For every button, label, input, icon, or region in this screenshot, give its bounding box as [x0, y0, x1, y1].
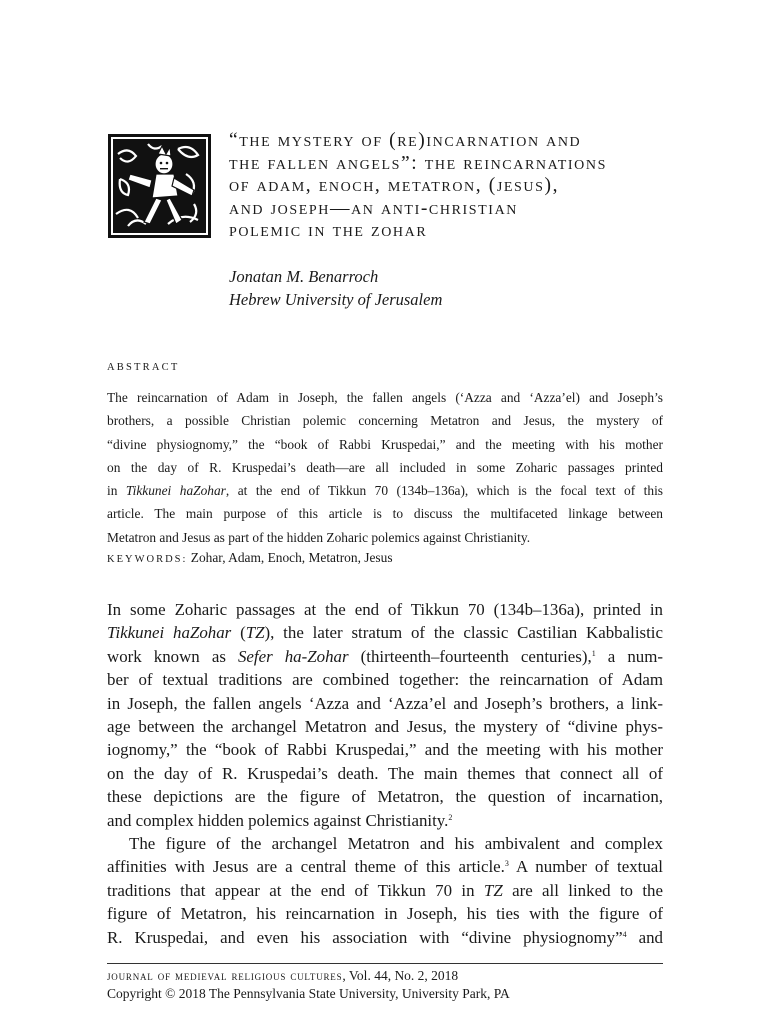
- body-line: iognomy,” the “book of Rabbi Kruspedai,” and the meeting with his mother: [107, 740, 663, 760]
- footnote-marker[interactable]: 2: [448, 812, 453, 822]
- abstract-line: Metatron and Jesus as part of the hidden Zoharic polemics against Christianity.: [107, 529, 531, 545]
- abstract-line: on the day of R. Kruspedai’s death—are all included in some Zoharic passages printed: [107, 459, 663, 475]
- keywords-list: Zohar, Adam, Enoch, Metatron, Jesus: [187, 550, 393, 566]
- footnote-marker[interactable]: 1: [591, 648, 596, 658]
- body-line: In some Zoharic passages at the end of Tikkun 70 (134b–136a), printed in: [107, 600, 663, 619]
- body-line: traditions that appear at the end of Tikkun 70 in TZ are all linked to the: [107, 880, 663, 900]
- footnote-marker[interactable]: 4: [622, 929, 627, 939]
- body-line: ber of textual traditions are combined together: the reincarnation of Adam: [107, 670, 663, 690]
- body-line: affinities with Jesus are a central theme of this article.$^3$ A number of textual: [107, 857, 663, 877]
- body-line: age between the archangel Metatron and Jesus, the mystery of “divine phys-: [107, 717, 663, 737]
- body-line: in Joseph, the fallen angels ‘Azza and ‘Azza’el and Joseph’s brothers, a link-: [107, 693, 663, 713]
- body-line: these depictions are the figure of Metatron, the question of incarnation,: [107, 787, 663, 807]
- page-footer: [107, 967, 510, 1003]
- author-affiliation: Hebrew University of Jerusalem: [229, 290, 443, 309]
- body-line: and complex hidden polemics against Christianity.$^2$: [107, 810, 453, 830]
- journal-citation: [107, 967, 510, 985]
- woodcut-initial-figure-icon: [108, 134, 211, 238]
- abstract-line: article. The main purpose of this article is to discuss the multifaceted linkage between: [107, 506, 663, 522]
- body-line: figure of Metatron, his reincarnation in Joseph, his ties with the figure of: [107, 904, 663, 924]
- journal-name: journal of medieval religious cultures: [107, 968, 343, 983]
- body-line: R. Kruspedai, and even his association with “divine physiognomy”$^4$ and: [107, 927, 663, 947]
- author-name: Jonatan M. Benarroch: [229, 267, 379, 286]
- keywords-line: [107, 546, 663, 571]
- abstract-line: “divine physiognomy,” the “book of Rabbi Kruspedai,” and the meeting with his mother: [107, 436, 663, 452]
- abstract-line: in Tikkunei haZohar, at the end of Tikkun 70 (134b–136a), which is the focal text of this: [107, 483, 664, 499]
- abstract-line: The reincarnation of Adam in Joseph, the fallen angels (‘Azza and ‘Azza’el) and Joseph’s: [107, 390, 663, 405]
- footer-divider: [107, 963, 663, 964]
- title-line: the fallen angels”: the reincarnations: [229, 152, 607, 174]
- footnote-marker[interactable]: 3: [504, 859, 509, 869]
- keywords-label: KEYWORDS:: [107, 554, 188, 566]
- abstract-heading: ABSTRACT: [107, 362, 180, 373]
- copyright-notice: Copyright © 2018 The Pennsylvania State University, University Park, PA: [107, 986, 510, 1001]
- title-line: and joseph—an anti-christian: [229, 197, 518, 219]
- body-line: work known as Sefer ha-Zohar (thirteenth–fourteenth centuries),$^1$ a num-: [107, 646, 663, 666]
- title-line: “the mystery of (re)incarnation and: [229, 130, 582, 151]
- body-line: on the day of R. Kruspedai’s death. The main themes that connect all of: [107, 763, 663, 783]
- abstract-text: [107, 386, 663, 571]
- abstract-line: brothers, a possible Christian polemic concerning Metatron and Jesus, the mystery of: [107, 413, 663, 429]
- journal-issue: , Vol. 44, No. 2, 2018: [342, 968, 459, 983]
- body-line: Tikkunei haZohar (TZ), the later stratum of the classic Castilian Kabbalistic: [107, 623, 663, 643]
- body-line: The figure of the archangel Metatron and his ambivalent and complex: [129, 834, 663, 854]
- article-body: [107, 598, 663, 949]
- author-block: [229, 265, 442, 311]
- article-title: [229, 130, 699, 243]
- title-line: polemic in the zohar: [229, 220, 428, 241]
- title-line: of adam, enoch, metatron, (jesus),: [229, 175, 560, 196]
